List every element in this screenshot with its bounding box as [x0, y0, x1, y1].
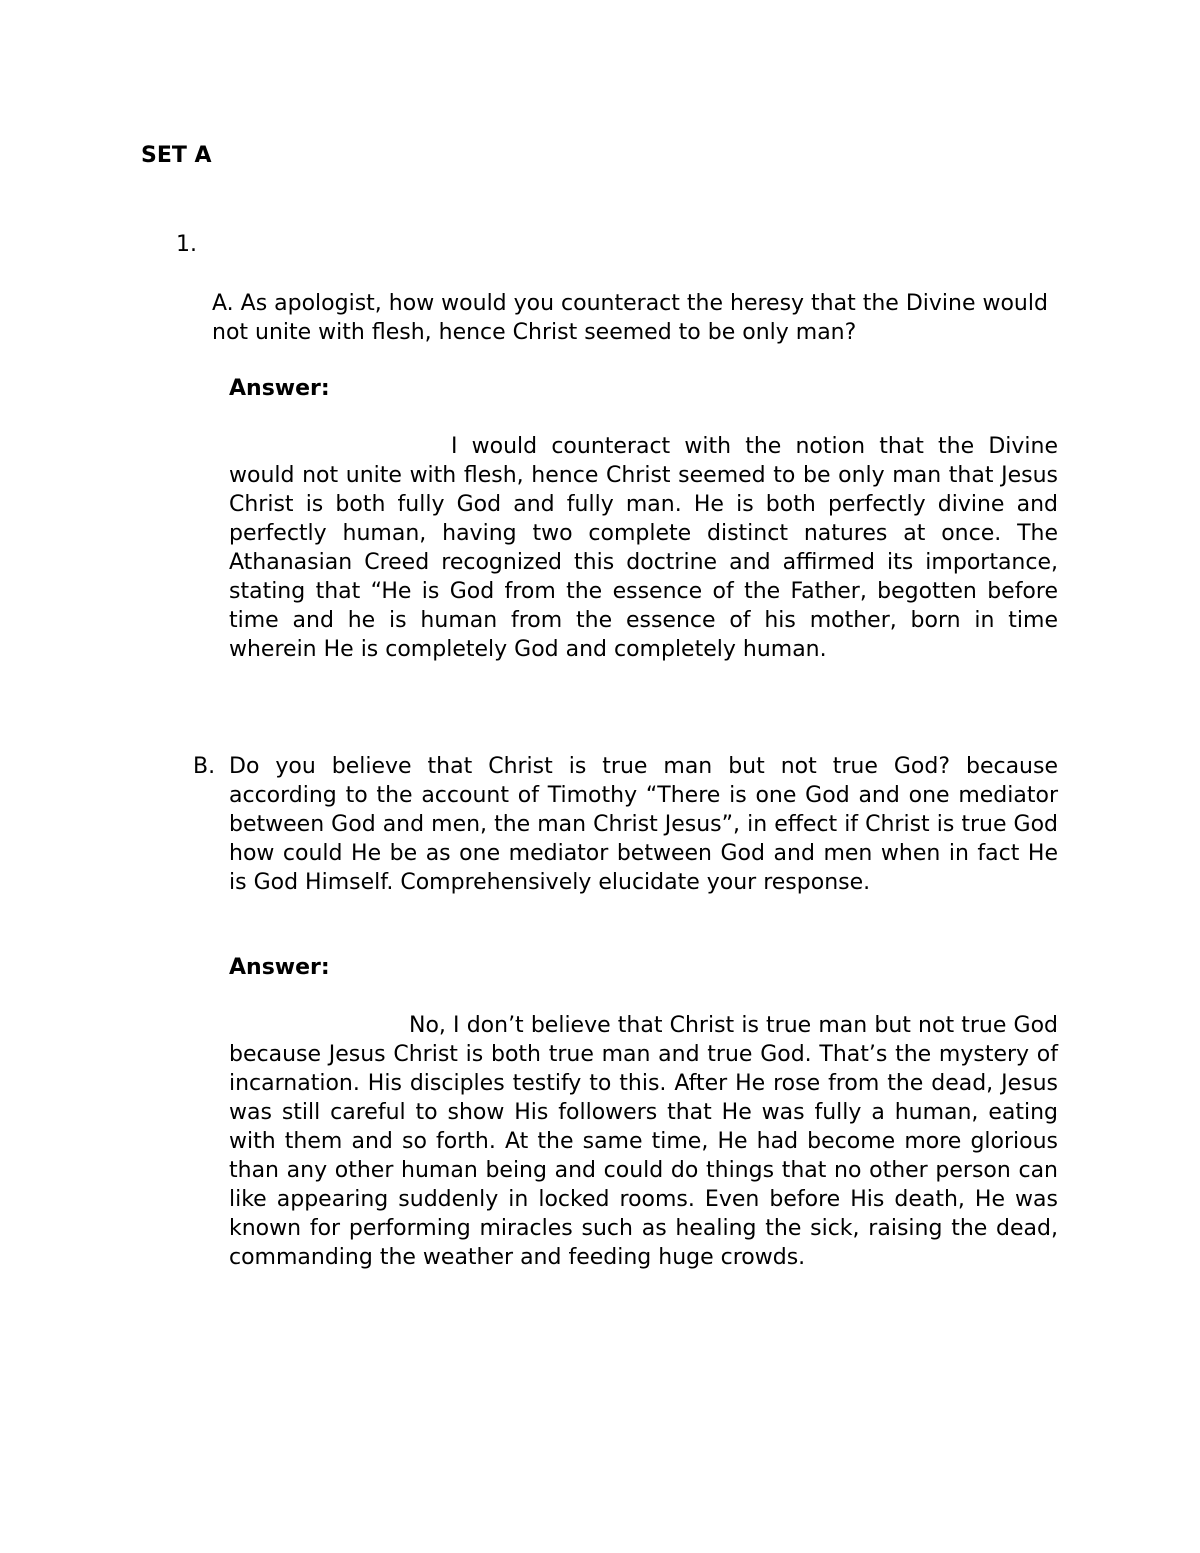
item-number: 1.: [176, 232, 197, 257]
answer-label-b: Answer:: [229, 955, 330, 980]
answer-label-a: Answer:: [229, 376, 330, 401]
question-a: A. As apologist, how would you counteract the heresy that the Divine would not unite with flesh, hence Christ seemed to be only man?: [212, 291, 1048, 345]
answer-a: I would counteract with the notion that the Divine would not unite with flesh, hence Christ seemed to be only man that Jesus Christ is both fully God and fully man. He is both perfectly divine and perfectly human, having two complete distinct natures at once. The Athanasian Creed recognized this doctrine and affirmed its importance, stating that “He is God from the essence of the Father, begotten before time and he is human from the essence of his mother, born in time wherein He is completely God and completely human.: [229, 434, 1058, 662]
answer-b: No, I don’t believe that Christ is true man but not true God because Jesus Christ is both true man and true God. That’s the mystery of incarnation. His disciples testify to this. After He rose from the dead, Jesus was still careful to show His followers that He was fully a human, eating with them and so forth. At the same time, He had become more glorious than any other human being and could do things that no other person can like appearing suddenly in locked rooms. Even before His death, He was known for performing miracles such as healing the sick, raising the dead, commanding the weather and feeding huge crowds.: [229, 1013, 1058, 1270]
question-b-marker: B.: [193, 754, 216, 779]
set-title: SET A: [141, 143, 212, 168]
question-b: Do you believe that Christ is true man but not true God? because according to the account of Timothy “There is one God and one mediator between God and men, the man Christ Jesus”, in effect if Christ is true God how could He be as one mediator between God and men when in fact He is God Himself. Comprehensively elucidate your response.: [229, 754, 1058, 895]
